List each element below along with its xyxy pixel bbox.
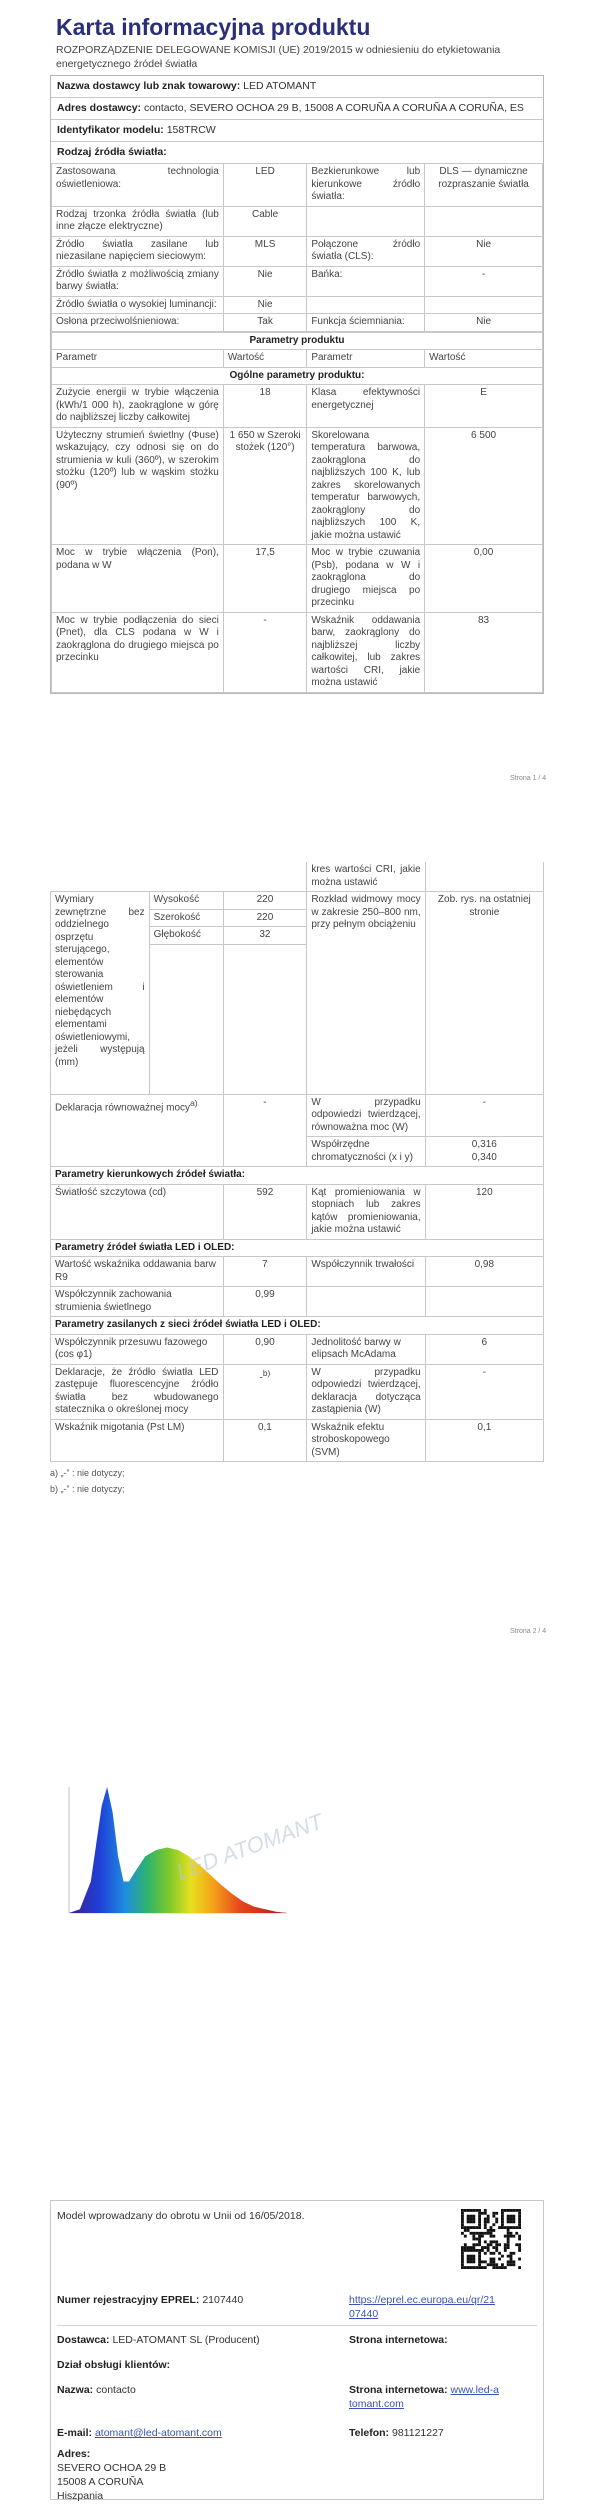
chroma-y: 0,340 [471,1151,497,1163]
rodzaj-cell: Zastosowana technologia oświetleniowa: [52,164,224,207]
rodzaj-heading: Rodzaj źródła światła: [51,141,543,163]
general-heading: Ogólne parametry produktu: [52,367,543,385]
rodzaj-cell: Źródło światła zasilane lub niezasilane napięciem sieciowym: [52,236,224,266]
rodzaj-cell: Osłona przeciwolśnieniowa: [52,314,224,332]
equiv-value: - [223,1094,307,1167]
supplier-address-label: Adres dostawcy: [57,102,142,114]
address-line-1: SEVERO OCHOA 29 B [57,2462,167,2474]
supplier-name-value: LED ATOMANT [243,80,317,92]
directional-heading: Parametry kierunkowych źródeł światła: [51,1167,544,1185]
params-cell: Klasa efektywności energetycznej [307,385,425,428]
rodzaj-cell [307,206,425,236]
replacement-label: Deklaracje, że źródło światła LED zastępuje fluorescencyjne źródło światła bez wbudowanego statecznika o określonej mocy [51,1364,224,1419]
website2-row [349,2383,499,2411]
intro-text: Model wprowadzany do obrotu w Unii od 16/05/2018. [57,2210,305,2222]
rodzaj-cell: Nie [223,296,306,314]
col-value-2: Wartość [425,350,543,368]
rodzaj-row [52,266,543,296]
rodzaj-row [52,236,543,266]
led-heading: Parametry źródeł światła LED i OLED: [51,1239,544,1257]
rodzaj-cell [425,296,543,314]
cos-phi-label: Współczynnik przesuwu fazowego (cos φ1) [51,1334,224,1364]
rodzaj-row [52,314,543,332]
supplier-name-row [51,76,543,97]
spectrum-chart [55,1775,327,1925]
params-row [52,612,543,692]
params-table [51,332,543,693]
supplier-row [57,2333,260,2347]
params-cell: Skorelowana temperatura barwowa, zaokrąglona do najbliższych 100 K, lub zakres skorelowanych temperatur barwowych, zaokrąglony do najbliższych 100 K, jakie można ustawić [307,427,425,545]
beam-angle-value: 120 [425,1184,543,1239]
rodzaj-row [52,296,543,314]
params-row [52,545,543,613]
page-1 [50,8,544,778]
contact-name-value: contacto [96,2384,136,2396]
chroma-values [425,1137,543,1167]
address-line-2: 15008 A CORUÑA [57,2476,144,2488]
col-param-1: Parametr [52,350,224,368]
rodzaj-cell: DLS — dynamiczne rozpraszanie światła [425,164,543,207]
page-title: Karta informacyjna produktu [56,14,371,40]
rodzaj-cell: Źródło światła o wysokiej luminancji: [52,296,224,314]
params-cell: 18 [223,385,306,428]
equiv-label-cell [51,1094,224,1167]
beam-angle-label: Kąt promieniowania w stopniach lub zakres kątów promieniowania, jakie można ustawić [307,1184,425,1239]
mcadam-value: 6 [425,1334,543,1364]
rodzaj-cell: Źródło światła z możliwością zmiany barwy światła: [52,266,224,296]
params-cell: Wskaźnik oddawania barw, zaokrąglony do najbliższej liczby całkowitej, lub zakres wartości CRI, jakie można ustawić [307,612,425,692]
website2-link[interactable]: www.led-atomant.com [349,2384,499,2410]
maintenance-value: 0,99 [223,1287,307,1317]
width-label: Szerokość [149,909,223,927]
params-row [52,385,543,428]
rodzaj-row [52,206,543,236]
mcadam-label: Jednolitość barwy w elipsach McAdama [307,1334,425,1364]
page-number-1: Strona 1 / 4 [510,775,547,782]
r9-label: Wartość wskaźnika oddawania barw R9 [51,1257,224,1287]
params-cell: - [223,612,306,692]
survival-value: 0,98 [425,1257,543,1287]
rodzaj-cell: MLS [223,236,306,266]
address-label: Adres: [57,2448,91,2460]
params-cell: 1 650 w Szeroki stożek (120°) [223,427,306,545]
rodzaj-cell: - [425,266,543,296]
page-2 [50,862,544,1552]
survival-label: Współczynnik trwałości [307,1257,425,1287]
supplier-address-value: contacto, SEVERO OCHOA 29 B, 15008 A CORUÑA A CORUÑA A CORUÑA, ES [143,102,524,114]
replacement-value: - [259,1371,263,1383]
params-heading: Parametry produktu [52,332,543,350]
height-value: 220 [223,892,307,910]
phone-label: Telefon: [349,2427,390,2439]
eprel-row [57,2293,243,2307]
watermark-logo: LED ATOMANT [173,1808,327,1885]
chroma-label: Współrzędne chromatyczności (x i y) [307,1137,425,1167]
eprel-info-box [50,2200,544,2500]
support-label: Dział obsługi klientów: [57,2359,171,2371]
rodzaj-row [52,164,543,207]
dims-label: Wymiary zewnętrzne bez oddzielnego osprzętu sterującego, elementów sterowania oświetleniem i elementów niebędących elementami oświetleniowymi, jeżeli występują (mm) [51,892,150,1095]
model-row [51,119,543,141]
peak-intensity-value: 592 [223,1184,307,1239]
equiv-sup: a) [190,1097,198,1108]
equiv-label: Deklaracja równoważnej mocy [55,1101,191,1113]
spectrum-value: Zob. rys. na ostatniej stronie [425,892,543,1095]
params-cell: Moc w trybie włączenia (Pon), podana w W [52,545,224,613]
website2-label: Strona internetowa: [349,2384,448,2396]
equiv-right-label: W przypadku odpowiedzi twierdzącej, równoważna moc (W) [307,1094,425,1137]
rodzaj-cell: LED [223,164,306,207]
email-label: E-mail: [57,2427,93,2439]
divider-1 [57,2325,537,2326]
rodzaj-cell: Bezkierunkowe lub kierunkowe źródło światła: [307,164,425,207]
rodzaj-cell: Cable [223,206,306,236]
supplier-label: Dostawca: [57,2334,110,2346]
rodzaj-cell: Tak [223,314,306,332]
equiv-right-value: - [425,1094,543,1137]
rodzaj-cell: Nie [425,236,543,266]
address-block [57,2447,166,2503]
params-row [52,427,543,545]
support-row [57,2358,170,2372]
eprel-link-row [349,2293,499,2321]
regulation-subtitle: ROZPORZĄDZENIE DELEGOWANE KOMISJI (UE) 2019/2015 w odniesieniu do etykietowania energetycznego źródeł światła [56,44,501,70]
phone-row [349,2426,444,2440]
params-cell: 0,00 [425,545,543,613]
page-number-2: Strona 2 / 4 [510,1628,547,1635]
model-value: 158TRCW [166,124,216,136]
depth-label: Głębokość [149,927,223,945]
replacement-claim-label: W przypadku odpowiedzi twierdzącej, deklaracja dotycząca zastąpienia (W) [307,1364,425,1419]
params-cell: Zużycie energii w trybie włączenia (kWh/1 000 h), zaokrąglone w górę do najbliższej liczby całkowitej [52,385,224,428]
rodzaj-cell [425,206,543,236]
footnote-b: b) „-” : nie dotyczy; [50,1484,125,1494]
params-cell: 6 500 [425,427,543,545]
params-cell: 83 [425,612,543,692]
replacement-value-cell [223,1364,307,1419]
cos-phi-value: 0,90 [223,1334,307,1364]
supplier-address-row [51,97,543,119]
replacement-sup: b) [262,1367,271,1378]
mains-heading: Parametry zasilanych z sieci źródeł światła LED i OLED: [51,1317,544,1335]
params-cell: E [425,385,543,428]
spectrum-svg [55,1775,327,1925]
rodzaj-cell: Nie [223,266,306,296]
eprel-link[interactable]: https://eprel.ec.europa.eu/qr/2107440 [349,2294,495,2320]
contact-name-row [57,2383,136,2397]
width-value: 220 [223,909,307,927]
params-cell: Moc w trybie czuwania (Psb), podana w W i zaokrąglona do drugiego miejsca po przecinku [307,545,425,613]
qr-code-image [461,2209,521,2269]
r9-value: 7 [223,1257,307,1287]
footnote-a: a) „-” : nie dotyczy; [50,1468,125,1478]
address-line-3: Hiszpania [57,2490,104,2502]
rodzaj-cell: Rodzaj trzonka źródła światła (lub inne złącze elektryczne) [52,206,224,236]
svm-label: Wskaźnik efektu stroboskopowego (SVM) [307,1419,425,1462]
rodzaj-cell: Funkcja ściemniania: [307,314,425,332]
flicker-label: Wskaźnik migotania (Pst LM) [51,1419,224,1462]
col-param-2: Parametr [307,350,425,368]
phone-value: 981121227 [391,2427,444,2439]
svm-value: 0,1 [425,1419,543,1462]
spectrum-label: Rozkład widmowy mocy w zakresie 250–800 nm, przy pełnym obciążeniu [307,892,425,1095]
depth-value: 32 [223,927,307,945]
height-label: Wysokość [149,892,223,910]
website-label: Strona internetowa: [349,2334,448,2346]
params-cell: Użyteczny strumień świetlny (Φuse) wskazujący, czy odnosi się on do strumienia w kuli (360º), w szerokim stożku (120º) lub w wąskim stożku (90º) [52,427,224,545]
chroma-x: 0,316 [471,1139,497,1150]
rodzaj-cell: Połączone źródło światła (CLS): [307,236,425,266]
peak-intensity-label: Światłość szczytowa (cd) [51,1184,224,1239]
email-link[interactable]: atomant@led-atomant.com [94,2427,222,2439]
rodzaj-table [51,163,543,332]
page2-table [50,862,544,1462]
supplier-value: LED-ATOMANT SL (Producent) [112,2334,260,2346]
flicker-value: 0,1 [223,1419,307,1462]
email-row [57,2426,222,2440]
rodzaj-cell: Nie [425,314,543,332]
col-value-1: Wartość [223,350,306,368]
qr-code[interactable] [461,2209,521,2269]
model-label: Identyfikator modelu: [57,124,164,136]
eprel-value: 2107440 [202,2294,244,2306]
params-cell: Moc w trybie podłączenia do sieci (Pnet), dla CLS podana w W i zaokrąglona do drugiego miejsca po przecinku [52,612,224,692]
eprel-label: Numer rejestracyjny EPREL: [57,2294,200,2306]
replacement-claim-value: - [425,1364,543,1419]
supplier-name-label: Nazwa dostawcy lub znak towarowy: [57,80,241,92]
maintenance-label: Współczynnik zachowania strumienia świetlnego [51,1287,224,1317]
rodzaj-cell [307,296,425,314]
website-row [349,2333,448,2347]
contact-name-label: Nazwa: [57,2384,94,2396]
cri-continuation: kres wartości CRI, jakie można ustawić [307,862,425,892]
rodzaj-cell: Bańka: [307,266,425,296]
params-cell: 17,5 [223,545,306,613]
